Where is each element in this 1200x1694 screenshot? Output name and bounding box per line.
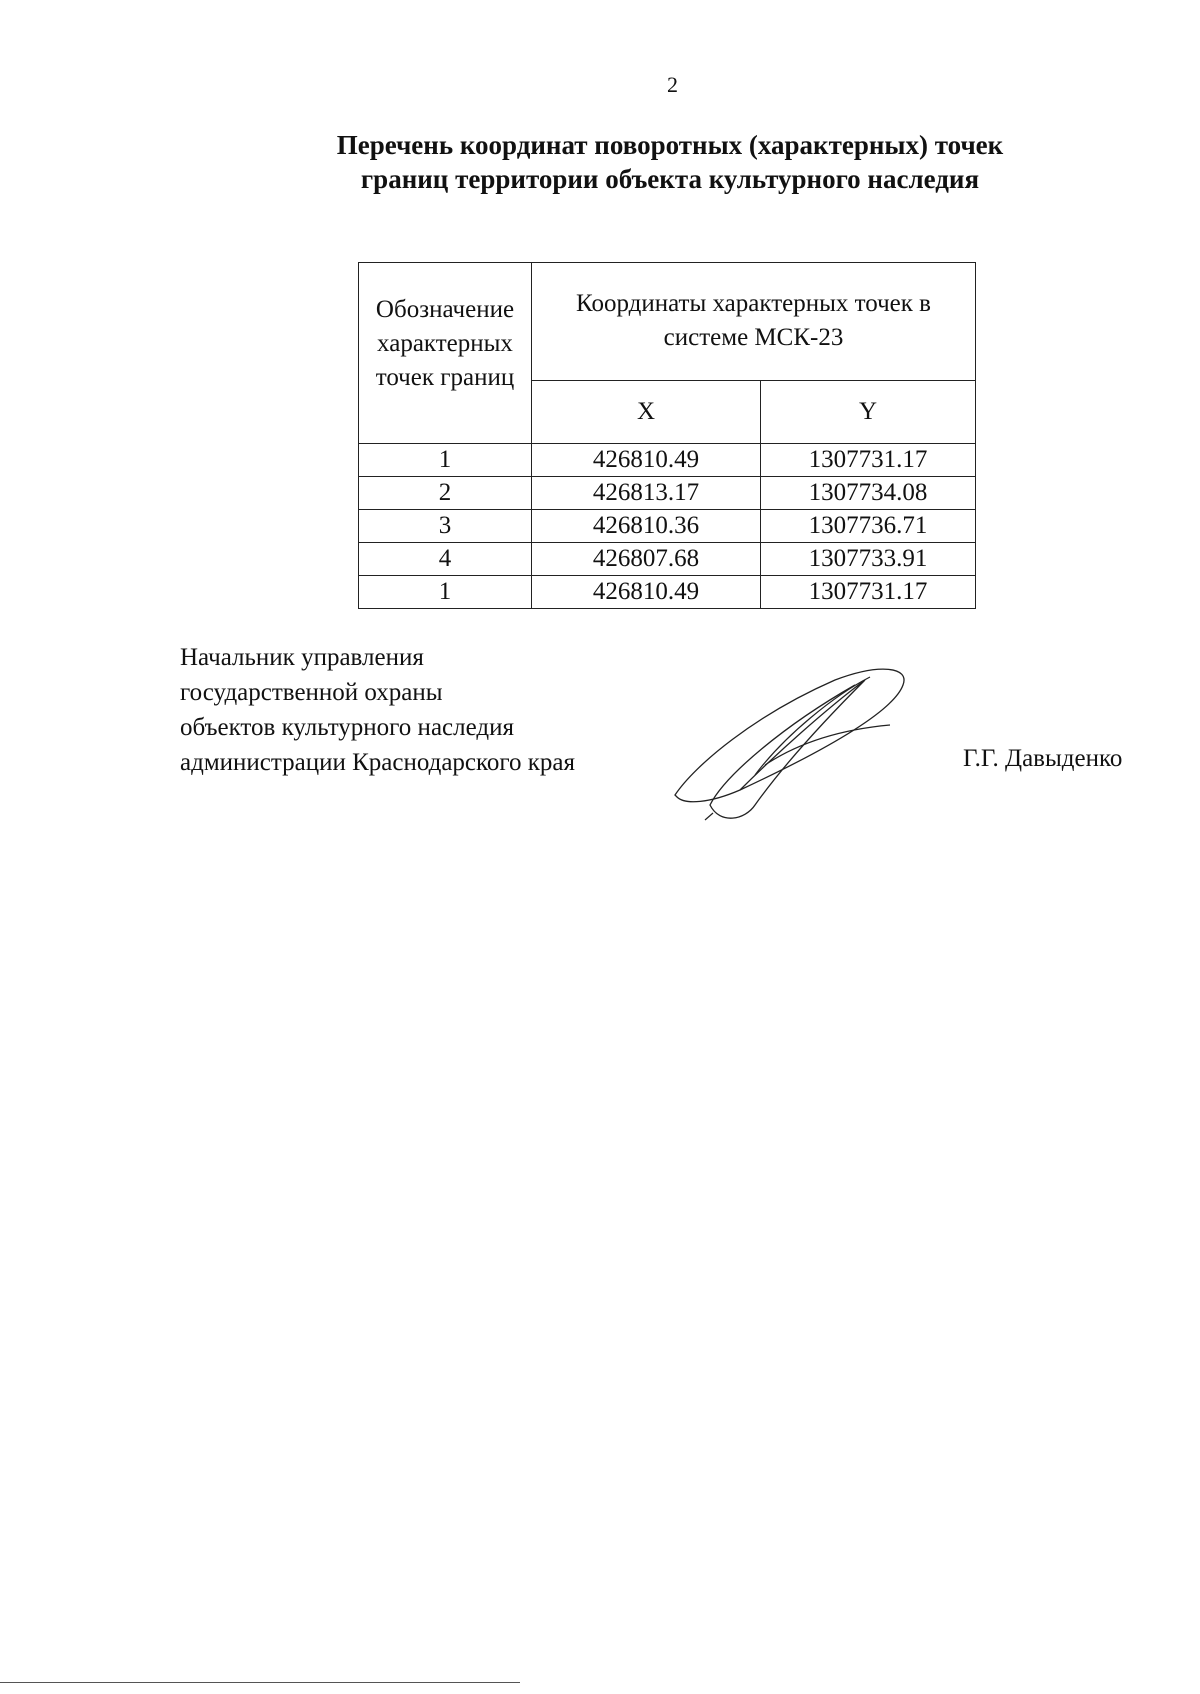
header-y: Y <box>761 380 976 443</box>
header-coordinates-line-1: Координаты характерных точек в <box>576 290 931 318</box>
title-line-2: границ территории объекта культурного наследия <box>360 164 980 194</box>
footer-divider <box>0 1682 520 1683</box>
header-designation-line-2: характерных <box>377 330 513 357</box>
signatory-position-line-3: объектов культурного наследия <box>180 714 514 741</box>
header-designation <box>359 263 532 444</box>
title-line-1: Перечень координат поворотных (характерных) точек <box>336 130 1004 160</box>
cell-y: 1307733.91 <box>761 543 976 576</box>
cell-x: 426810.49 <box>532 576 761 609</box>
cell-point: 4 <box>359 543 532 576</box>
page-number: 2 <box>667 72 678 97</box>
cell-y: 1307731.17 <box>761 444 976 477</box>
signatory-name: Г.Г. Давыденко <box>963 745 1123 772</box>
table-row <box>359 477 976 510</box>
cell-x: 426813.17 <box>532 477 761 510</box>
signatory-position-line-4: администрации Краснодарского края <box>180 749 576 776</box>
cell-x: 426810.36 <box>532 510 761 543</box>
cell-point: 1 <box>359 576 532 609</box>
cell-y: 1307731.17 <box>761 576 976 609</box>
signatory-position-line-1: Начальник управления <box>180 644 424 671</box>
document-title <box>250 128 1090 196</box>
header-designation-line-1: Обозначение <box>375 296 515 323</box>
header-x: X <box>532 380 761 443</box>
header-coordinates-line-2: системе МСК-23 <box>663 324 844 352</box>
signatory-position-line-2: государственной охраны <box>180 679 443 706</box>
table-row <box>359 543 976 576</box>
header-designation-line-3: точек границ <box>375 364 515 391</box>
table-row <box>359 444 976 477</box>
header-coordinates <box>532 263 976 381</box>
table-row <box>359 510 976 543</box>
coordinates-table <box>358 262 976 609</box>
cell-x: 426810.49 <box>532 444 761 477</box>
cell-point: 3 <box>359 510 532 543</box>
table-row <box>359 576 976 609</box>
cell-y: 1307736.71 <box>761 510 976 543</box>
cell-x: 426807.68 <box>532 543 761 576</box>
cell-point: 1 <box>359 444 532 477</box>
cell-y: 1307734.08 <box>761 477 976 510</box>
cell-point: 2 <box>359 477 532 510</box>
signatory-position <box>180 640 575 780</box>
handwritten-signature <box>665 655 925 825</box>
